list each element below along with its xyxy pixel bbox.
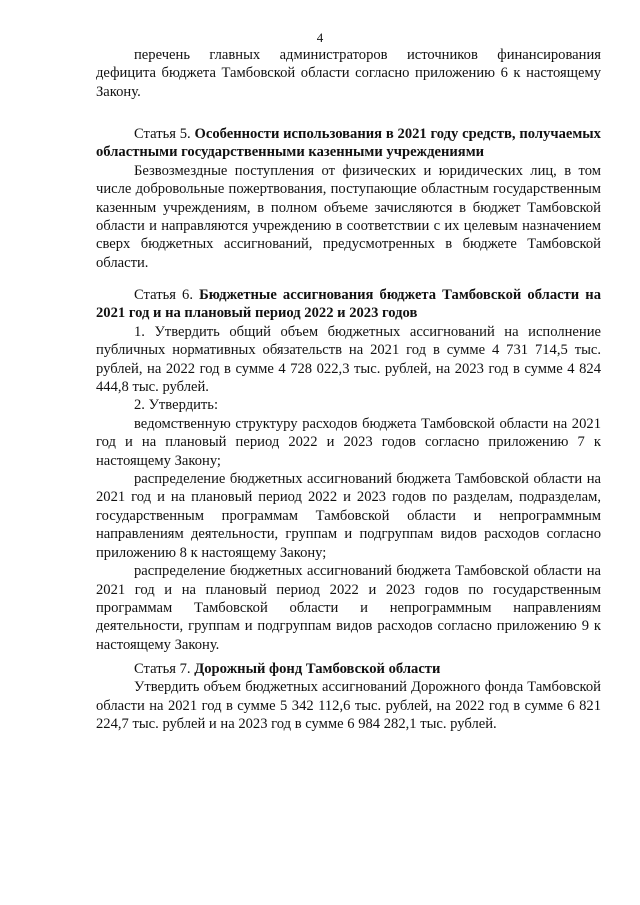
article-6-paragraph-1: 1. Утвердить общий объем бюджетных ассигнований на исполнение публичных нормативных обязательств на 2021 год в сумме 4 731 714,5 тыс. рублей, на 2022 год в сумме 4 728 022,3 тыс. рублей, на 2023 год в сумме 4 824 444,8 тыс. рублей.	[96, 323, 601, 396]
article-7	[96, 660, 601, 734]
article-6-label: Статья 6.	[134, 287, 194, 303]
article-6-title: Бюджетные ассигнования бюджета Тамбовской области на 2021 год и на плановый период 2022 и 2023 годов	[96, 287, 601, 322]
article-6-paragraph-5: распределение бюджетных ассигнований бюджета Тамбовской области на 2021 год и на плановый период 2022 и 2023 годов по государственным программам Тамбовской области и непрограммным направлениям деятельности, группам и подгруппам видов расходов согласно приложению 9 к настоящему Закону.	[96, 563, 601, 653]
intro-section	[96, 46, 601, 101]
article-5-label: Статья 5.	[134, 126, 191, 142]
intro-paragraph: перечень главных администраторов источников финансирования дефицита бюджета Тамбовской области согласно приложению 6 к настоящему Закону.	[96, 47, 601, 100]
article-7-paragraph-1: Утвердить объем бюджетных ассигнований Дорожного фонда Тамбовской области на 2021 год в сумме 5 342 112,6 тыс. рублей, на 2022 год в сумме 6 821 224,7 тыс. рублей и на 2023 год в сумме 6 984 282,1 тыс. рублей.	[96, 679, 601, 733]
article-7-heading	[96, 660, 601, 678]
article-5-heading	[96, 125, 601, 162]
page-number: 4	[316, 30, 324, 45]
article-7-label: Статья 7.	[134, 661, 191, 677]
article-7-title: Дорожный фонд Тамбовской области	[194, 661, 441, 677]
article-5-paragraph-1: Безвозмездные поступления от физических и юридических лиц, в том числе добровольные пожертвования, поступающие областным государственным казенным учреждениям, в полном объеме зачисляются в бюджет Тамбовской области и направляются учреждению в соответствии с их целевым назначением сверх бюджетных ассигнований, предусмотренных в бюджете Тамбовской области.	[96, 162, 601, 271]
article-5-title: Особенности использования в 2021 году средств, получаемых областными государственными казенными учреждениями	[96, 126, 601, 161]
article-5	[96, 125, 601, 272]
article-6-paragraph-4: распределение бюджетных ассигнований бюджета Тамбовской области на 2021 год и на плановый период 2022 и 2023 годов по разделам, подразделам, государственным программам Тамбовской области и непрограммным направлениям деятельности, группам и подгруппам видов расходов согласно приложению 8 к настоящему Закону;	[96, 471, 601, 561]
article-6	[96, 286, 601, 654]
article-6-paragraph-2: 2. Утвердить:	[134, 397, 219, 414]
article-6-heading	[96, 286, 601, 323]
article-6-paragraph-3: ведомственную структуру расходов бюджета Тамбовской области на 2021 год и на плановый период 2022 и 2023 годов согласно приложению 7 к настоящему Закону;	[96, 415, 601, 469]
